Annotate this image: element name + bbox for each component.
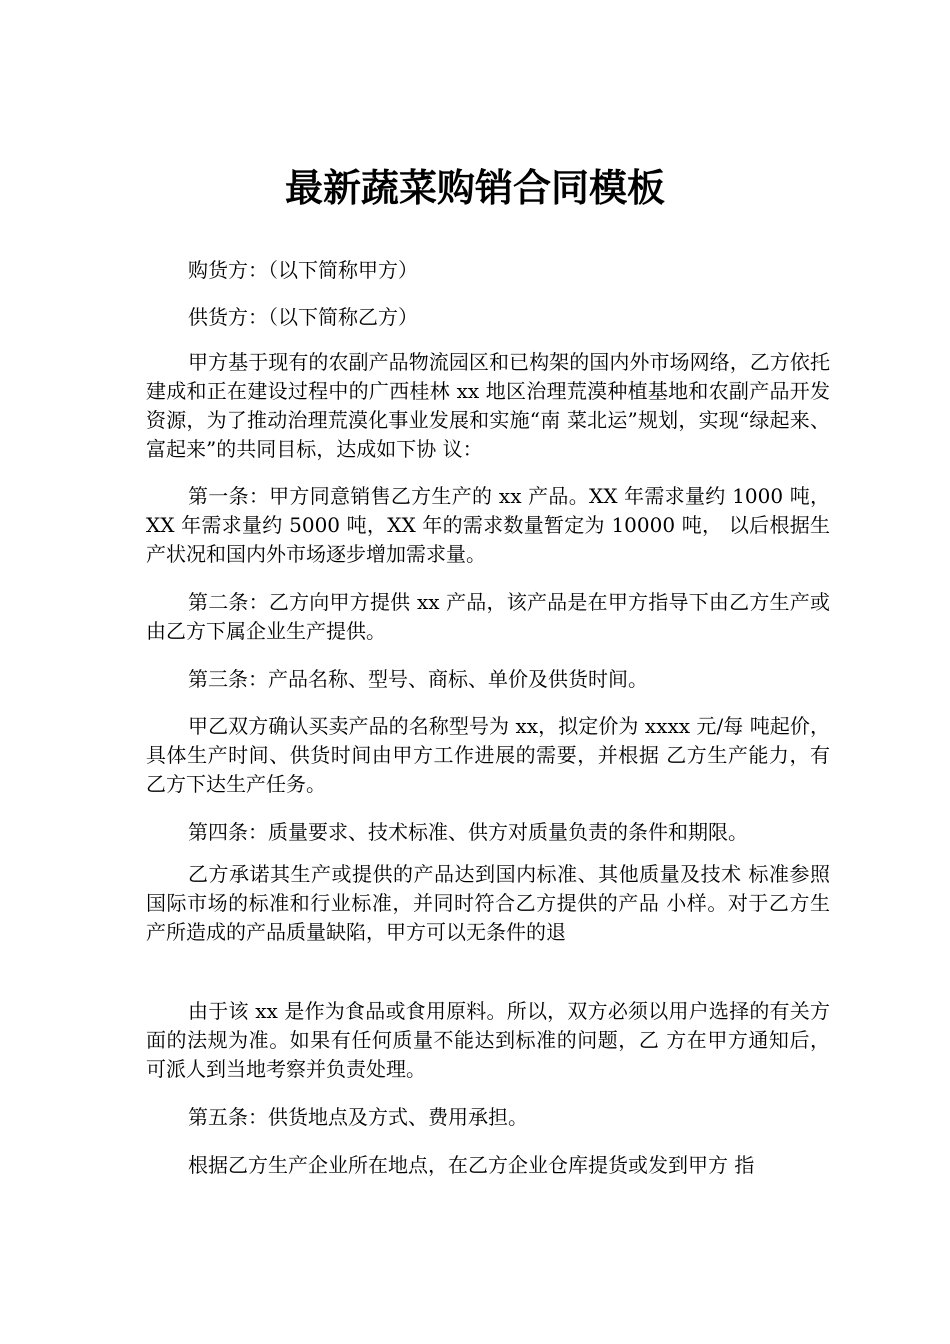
article-3-body: 甲乙双方确认买卖产品的名称型号为 xx，拟定价为 xxxx 元/每 吨起价，具体生产时间、供货时间由甲方工作进展的需要，并根据 乙方生产能力，有乙方下达生产任务。 xyxy=(146,714,830,796)
article-5-heading: 第五条：供货地点及方式、费用承担。 xyxy=(188,1105,528,1129)
article-4-heading: 第四条：质量要求、技术标准、供方对质量负责的条件和期限。 xyxy=(188,820,748,844)
preamble-paragraph: 甲方基于现有的农副产品物流园区和已构架的国内外市场网络，乙方依托建成和正在建设过程中的广西桂林 xx 地区治理荒漠种植基地和农副产品开发资源，为了推动治理荒漠化事业发展和实施“南 菜北运”规划，实现“绿起来、富起来”的共同目标，达成如下协 议： xyxy=(146,350,830,461)
article-2-paragraph: 第二条：乙方向甲方提供 xx 产品，该产品是在甲方指导下由乙方生产或由乙方下属企业生产提供。 xyxy=(146,590,830,643)
article-4-body: 乙方承诺其生产或提供的产品达到国内标准、其他质量及技术 标准参照国际市场的标准和行业标准，并同时符合乙方提供的产品 小样。对于乙方生产所造成的产品质量缺陷，甲方可以无条件的退 xyxy=(146,862,830,944)
article-5-body: 根据乙方生产企业所在地点，在乙方企业仓库提货或发到甲方 指 xyxy=(188,1153,755,1177)
article-1-paragraph: 第一条：甲方同意销售乙方生产的 xx 产品。XX 年需求量约 1000 吨，XX 年需求量约 5000 吨，XX 年的需求数量暂定为 10000 吨， 以后根据生产状况和国内外市场逐步增加需求量。 xyxy=(146,484,830,566)
article-3-heading: 第三条：产品名称、型号、商标、单价及供货时间。 xyxy=(188,667,648,691)
document-title: 最新蔬菜购销合同模板 xyxy=(284,166,665,210)
food-standard-paragraph: 由于该 xx 是作为食品或食用原料。所以，双方必须以用户选择的有关方面的法规为准。如果有任何质量不能达到标准的问题，乙 方在甲方通知后，可派人到当地考察并负责处理。 xyxy=(146,999,830,1081)
buyer-line: 购货方：（以下简称甲方） xyxy=(188,258,418,282)
seller-line: 供货方：（以下简称乙方） xyxy=(188,305,418,329)
